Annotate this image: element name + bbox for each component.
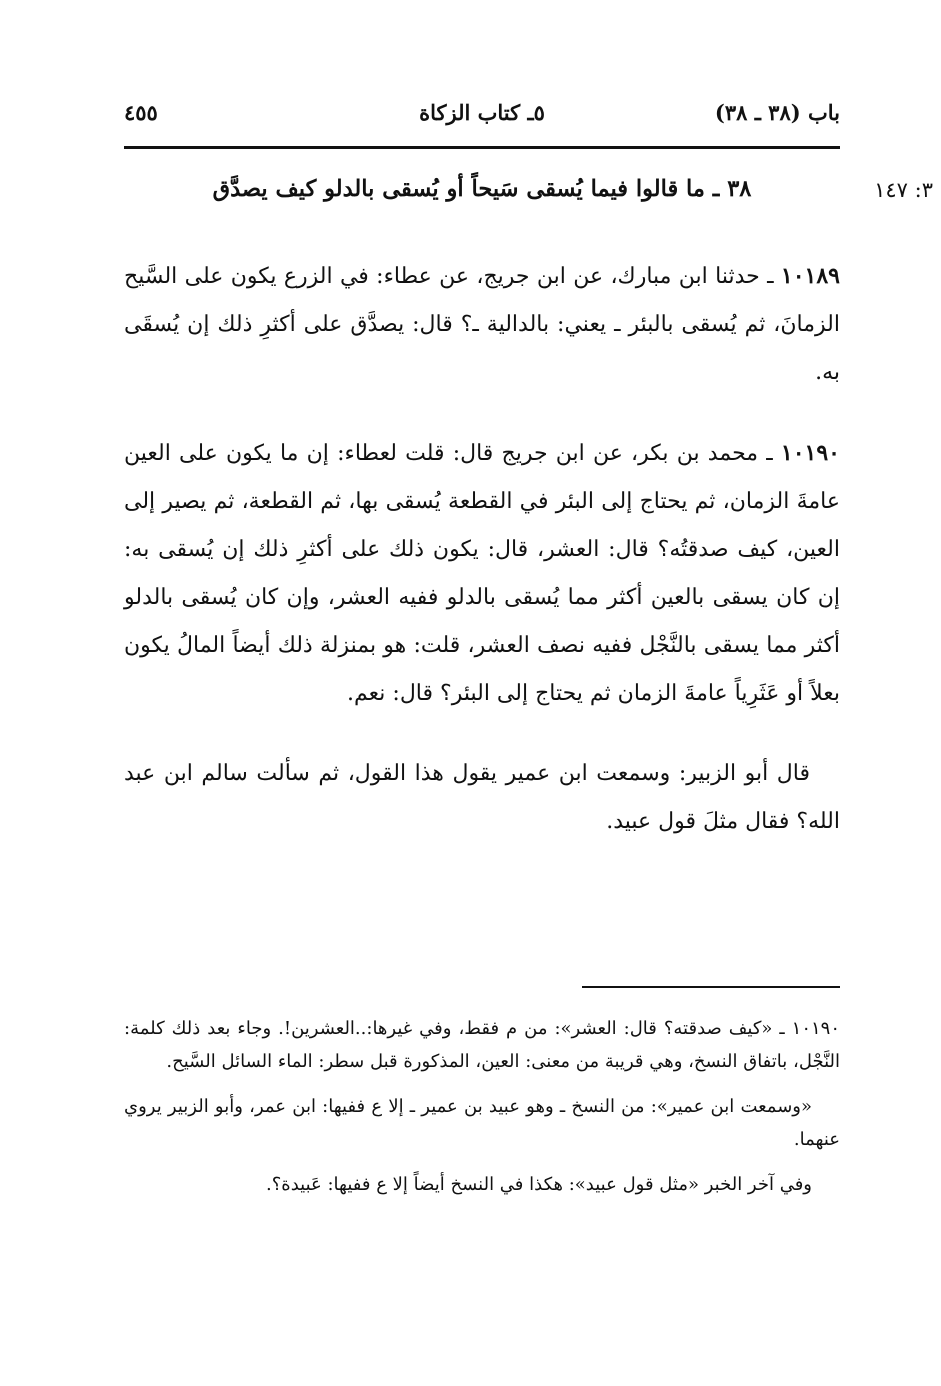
hadith-text: ـ محمد بن بكر، عن ابن جريج قال: قلت لعطاء: إن ما يكون على العين عامةَ الزمان، ثم يحتاج إلى البئر في القطعة يُسقى بها، ثم القطعة، ثم يصير إلى العين، كيف صدقتُه؟ قال: العشر، قال: يكون ذلك على أكثرِ ذلك إن يُسقى به: إن كان يسقى بالعين أكثر مما يُسقى بالدلو ففيه العشر، وإن كان يُسقى بالدلو أكثر مما يسقى بالنَّجْل ففيه نصف العشر، قلت: هو بمنزلة ذلك أيضاً المالُ يكون بعلاً أو عَثَرِياً عامةَ الزمان ثم يحتاج إلى البئر؟ قال: نعم. [124, 441, 840, 706]
footnote: «وسمعت ابن عمير»: من النسخ ـ وهو عبيد بن عمير ـ إلا ع ففيها: ابن عمر، وأبو الزبير يروي عنهما. [124, 1096, 840, 1150]
narration-text: قال أبو الزبير: وسمعت ابن عمير يقول هذا القول، ثم سألت سالم ابن عبد الله؟ فقال مثلَ قول عبيد. [124, 761, 840, 834]
footnote: وفي آخر الخبر «مثل قول عبيد»: هكذا في النسخ أيضاً إلا ع ففيها: عَبيدة؟. [266, 1174, 812, 1195]
main-text [124, 252, 840, 878]
footnote-rule [582, 986, 840, 988]
narration-paragraph [124, 750, 840, 846]
hadith-paragraph [124, 429, 840, 718]
running-head [124, 96, 840, 136]
margin-reference: ٣: ١٤٧ [874, 178, 933, 202]
hadith-text: ـ حدثنا ابن مبارك، عن ابن جريج، عن عطاء: في الزرع يكون على السَّيح الزمانَ، ثم يُسقى بالبئر ـ يعني: بالدالية ـ؟ قال: يصدَّق على أكثرِ ذلك إن يُسقَى به. [124, 264, 840, 385]
footnote: ١٠١٩٠ ـ «كيف صدقته؟ قال: العشر»: من م فقط، وفي غيرها:..العشرين!. وجاء بعد ذلك كلمة: النَّجْل، باتفاق النسخ، وهي قريبة من معنى: العين، المذكورة قبل سطر: الماء السائل السَّيح. [124, 1018, 840, 1072]
hadith-paragraph [124, 252, 840, 397]
chapter-title: ٣٨ ـ ما قالوا فيما يُسقى سَيحاً أو يُسقى بالدلو كيف يصدَّق [212, 176, 752, 202]
page-number: ٤٥٥ [124, 100, 158, 125]
header-rule [124, 146, 840, 149]
footnotes [124, 1012, 840, 1213]
running-head-section: باب (٣٨ ـ ٣٨) [714, 100, 840, 125]
running-head-book-title: ٥ـ كتاب الزكاة [419, 100, 545, 125]
hadith-number: ١٠١٨٩ [780, 263, 840, 289]
hadith-number: ١٠١٩٠ [780, 440, 840, 466]
